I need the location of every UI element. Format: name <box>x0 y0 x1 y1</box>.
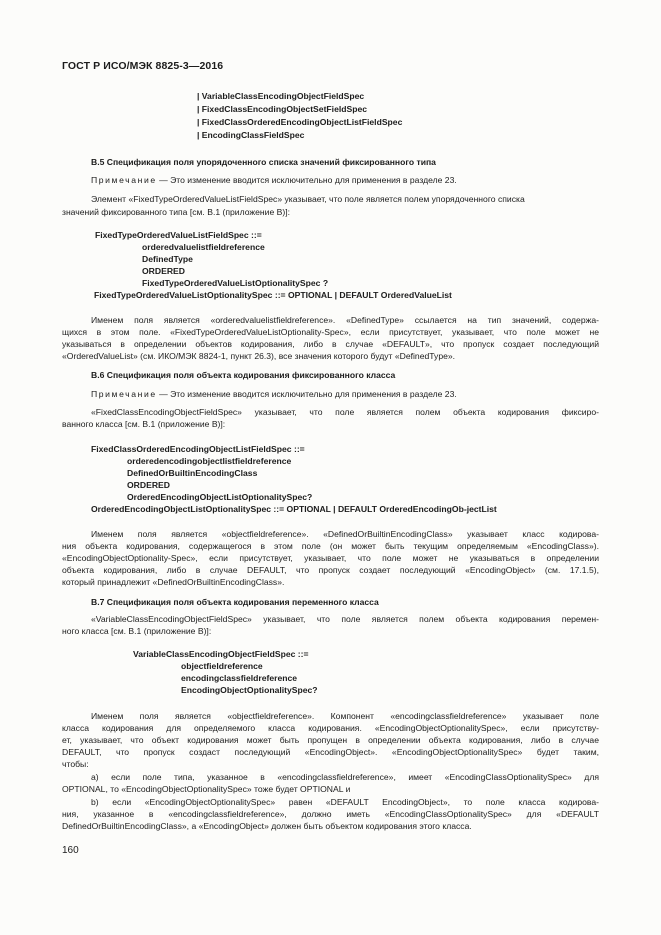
paragraph-line: «EncodingObjectOptionality-Spec», если присутствует, указывает, что поле может не указываться в определении <box>62 553 599 563</box>
code-line: OrderedEncodingObjectListOptionalitySpec ::= OPTIONAL | DEFAULT OrderedEncodingOb-jectList <box>91 504 497 514</box>
note-label: Примечание <box>91 175 157 185</box>
section-heading-b5: В.5 Спецификация поля упорядоченного списка значений фиксированного типа <box>91 157 436 167</box>
list-item-line: b) если «EncodingObjectOptionalitySpec» равен «DEFAULT EncodingObject», то поле класса кодирова- <box>91 797 599 807</box>
code-line: orderedencodingobjectlistfieldreference <box>127 456 292 466</box>
paragraph-line: «OrderedValueList» (см. ИКО/МЭК 8824-1, пункт 26.3), все значения которого будут «DefinedType». <box>62 351 456 361</box>
code-line: encodingclassfieldreference <box>181 673 298 683</box>
code-line: orderedvaluelistfieldreference <box>142 242 265 252</box>
code-line: ORDERED <box>127 480 170 490</box>
section-heading-b6: В.6 Спецификация поля объекта кодирования фиксированного класса <box>91 370 396 380</box>
note-label: Примечание <box>91 389 157 399</box>
note-text: — Это изменение вводится исключительно для применения в разделе 23. <box>159 389 457 399</box>
paragraph-line: Именем поля является «objectfieldreference». Компонент «encodingclassfieldreference» указывает поле <box>91 711 599 721</box>
code-line: VariableClassEncodingObjectFieldSpec ::= <box>133 649 309 659</box>
paragraph-line: щихся в этом поле. «FixedTypeOrderedValueListOptionality-Spec», если присутствует, указывает, что поле может не <box>62 327 599 337</box>
paragraph-line: Именем поля является «objectfieldreference». «DefinedOrBuiltinEncodingClass» указывает класс кодирова- <box>91 529 599 539</box>
code-line: OrderedEncodingObjectListOptionalitySpec? <box>127 492 313 502</box>
paragraph-line: чтобы: <box>62 759 89 769</box>
code-line: | FixedClassOrderedEncodingObjectListFieldSpec <box>197 117 403 127</box>
paragraph-line: указываться в определении объектов кодирования, либо в случае «DEFAULT», что пропуск создает последующий <box>62 339 599 349</box>
code-line: FixedTypeOrderedValueListOptionalitySpec ? <box>142 278 329 288</box>
code-line: DefinedType <box>142 254 193 264</box>
paragraph-line: «FixedClassEncodingObjectFieldSpec» указывает, что поле является полем объекта кодирования фиксиро- <box>91 407 599 417</box>
code-line: | EncodingClassFieldSpec <box>197 130 305 140</box>
paragraph-line: «VariableClassEncodingObjectFieldSpec» указывает, что поле является полем объекта кодирования перемен- <box>91 614 599 624</box>
paragraph-line: Именем поля является «orderedvaluelistfieldreference». «DefinedType» ссылается на тип значений, содержа- <box>91 315 599 325</box>
code-line: EncodingObjectOptionalitySpec? <box>181 685 318 695</box>
paragraph-line: который принадлежит «DefinedOrBuiltinEncodingClass». <box>62 577 285 587</box>
list-item-line: OPTIONAL, то «EncodingObjectOptionalitySpec» тоже будет OPTIONAL и <box>62 784 351 794</box>
list-item-line: DefinedOrBuiltinEncodingClass», а «EncodingObject» должен быть объектом кодирования этого класса. <box>62 821 472 831</box>
code-line: DefinedOrBuiltinEncodingClass <box>127 468 258 478</box>
code-line: objectfieldreference <box>181 661 263 671</box>
paragraph-line: объекта кодирования, либо в случае DEFAULT, что пропуск создает последующий «EncodingObject» (см. 17.1.5), <box>62 565 599 575</box>
note-text: — Это изменение вводится исключительно для применения в разделе 23. <box>159 175 457 185</box>
code-line: FixedClassOrderedEncodingObjectListFieldSpec ::= <box>91 444 305 454</box>
paragraph-line: ния объекта кодирования, содержащегося в этом поле (он может быть текущим определяемым «EncodingClass»). <box>62 541 599 551</box>
code-line: FixedTypeOrderedValueListFieldSpec ::= <box>95 230 262 240</box>
list-item-line: a) если поле типа, указанное в «encodingclassfieldreference», имеет «EncodingClassOptionalitySpec» для <box>91 772 599 782</box>
note <box>91 389 457 400</box>
paragraph-line: Элемент «FixedTypeOrderedValueListFieldSpec» указывает, что поле является полем упорядоченного списка <box>91 194 525 204</box>
note <box>91 175 457 186</box>
paragraph-line: ванного класса [см. B.1 (приложение B)]: <box>62 419 226 429</box>
code-line: ORDERED <box>142 266 185 276</box>
paragraph-line: DEFAULT, что пропуск создаст последующий «EncodingObject». «EncodingObjectOptionalitySpec» будет таким, <box>62 747 599 757</box>
code-line: | VariableClassEncodingObjectFieldSpec <box>197 91 365 101</box>
code-line: FixedTypeOrderedValueListOptionalitySpec ::= OPTIONAL | DEFAULT OrderedValueList <box>94 290 452 300</box>
list-item-line: ния, указанное в «encodingclassfieldreference», должно иметь «EncodingClassOptionalitySpec» для «DEFAULT <box>62 809 599 819</box>
paragraph-line: ет, указывает, что объект кодирования может быть пропущен в определении объекта кодирования, либо в случае <box>62 735 599 745</box>
paragraph-line: значений фиксированного типа [см. B.1 (приложение B)]: <box>62 207 290 217</box>
page-number: 160 <box>62 845 79 856</box>
section-heading-b7: В.7 Спецификация поля объекта кодирования переменного класса <box>91 597 379 607</box>
paragraph-line: ного класса [см. B.1 (приложение B)]: <box>62 626 212 636</box>
paragraph-line: класса кодирования для определяемого класса кодирования. «EncodingObjectOptionalitySpec», если присутству- <box>62 723 599 733</box>
code-line: | FixedClassEncodingObjectSetFieldSpec <box>197 104 368 114</box>
document-header: ГОСТ Р ИСО/МЭК 8825-3—2016 <box>62 60 224 72</box>
